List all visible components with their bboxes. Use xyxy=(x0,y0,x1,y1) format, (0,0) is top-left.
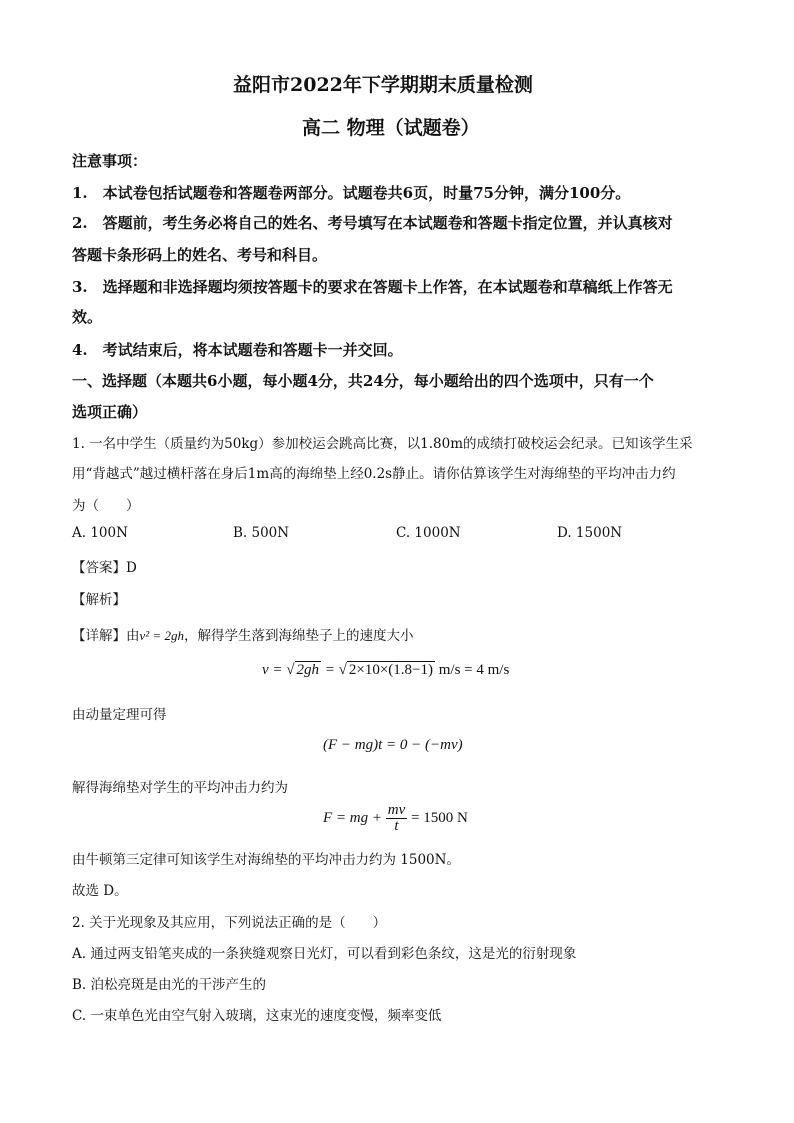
sqrt-symbol: √ xyxy=(286,662,295,678)
force-line: 解得海绵垫对学生的平均冲击力约为 xyxy=(72,780,288,796)
section-heading: 一、选择题（本题共6小题，每小题4分，共24分，每小题给出的四个选项中，只有一个 xyxy=(72,372,654,390)
detail-text: 由 xyxy=(126,628,140,644)
choose-line: 故选 D。 xyxy=(72,883,128,899)
detail-text: ，解得学生落到海绵垫子上的速度大小 xyxy=(183,628,414,644)
sqrt-radicand: 2×10×(1.8−1) xyxy=(348,662,433,678)
answer-value: D xyxy=(126,560,137,576)
notice-item: 1. 本试卷包括试题卷和答题卷两部分。试题卷共6页，时量75分钟，满分100分。 xyxy=(72,184,631,202)
equation-velocity xyxy=(262,662,509,679)
equation-force xyxy=(323,803,468,834)
fraction-denominator: t xyxy=(394,818,399,834)
eq-part: F = mg + xyxy=(323,809,386,826)
section-heading-cont: 选项正确） xyxy=(72,403,148,421)
fraction-numerator: mv xyxy=(387,802,406,818)
fraction xyxy=(386,803,408,834)
notice-item: 答题卡条形码上的姓名、考号和科目。 xyxy=(72,246,328,264)
eq-part: = xyxy=(321,662,339,678)
sqrt-radicand: 2gh xyxy=(296,662,320,678)
option-a: A. 通过两支铅笔夹成的一条狭缝观察日光灯，可以看到彩色条纹，这是光的衍射现象 xyxy=(72,946,577,962)
notice-item: 4. 考试结束后，将本试题卷和答题卡一并交回。 xyxy=(72,341,403,359)
sqrt-symbol: √ xyxy=(338,662,347,678)
detail-tag: 【详解】 xyxy=(72,628,126,644)
notice-heading: 注意事项： xyxy=(72,152,148,170)
exam-title: 益阳市2022年下学期期末质量检测 xyxy=(233,74,533,96)
analysis-tag: 【解析】 xyxy=(72,592,126,608)
answer-line xyxy=(72,556,137,576)
momentum-line: 由动量定理可得 xyxy=(72,707,167,723)
option-c: C. 1000N xyxy=(396,525,461,541)
notice-item: 效。 xyxy=(72,308,103,326)
detail-formula: v² = 2gh xyxy=(139,628,184,643)
option-d: D. 1500N xyxy=(557,525,623,541)
answer-tag: 【答案】 xyxy=(72,560,126,576)
equation-momentum: (F − mg)t = 0 − (−mv) xyxy=(323,737,463,753)
exam-subtitle: 高二 物理（试题卷） xyxy=(302,117,480,139)
option-a: A. 100N xyxy=(72,525,128,541)
question-1-stem: 1. 一名中学生（质量约为50kg）参加校运会跳高比赛，以1.80m的成绩打破校运会纪录。已知该学生采 xyxy=(72,436,693,452)
detail-line xyxy=(72,624,413,644)
option-b: B. 500N xyxy=(233,525,290,541)
question-1-stem: 为（ ） xyxy=(72,498,140,514)
question-2-stem: 2. 关于光现象及其应用，下列说法正确的是（ ） xyxy=(72,915,387,931)
notice-item: 2. 答题前，考生务必将自己的姓名、考号填写在本试题卷和答题卡指定位置，并认真核对 xyxy=(72,214,673,232)
notice-item: 3. 选择题和非选择题均须按答题卡的要求在答题卡上作答，在本试题卷和草稿纸上作答无 xyxy=(72,278,673,296)
eq-part: v = xyxy=(262,662,287,678)
option-c: C. 一束单色光由空气射入玻璃，这束光的速度变慢，频率变低 xyxy=(72,1008,442,1024)
newton-line: 由牛顿第三定律可知该学生对海绵垫的平均冲击力约为 1500N。 xyxy=(72,852,460,868)
eq-part: = 1500 N xyxy=(407,809,468,826)
option-b: B. 泊松亮斑是由光的干涉产生的 xyxy=(72,977,267,993)
eq-part: m/s = 4 m/s xyxy=(435,662,510,678)
question-1-stem: 用“背越式”越过横杆落在身后1m高的海绵垫上经0.2s静止。请你估算该学生对海绵垫的平均冲击力约 xyxy=(72,466,676,482)
